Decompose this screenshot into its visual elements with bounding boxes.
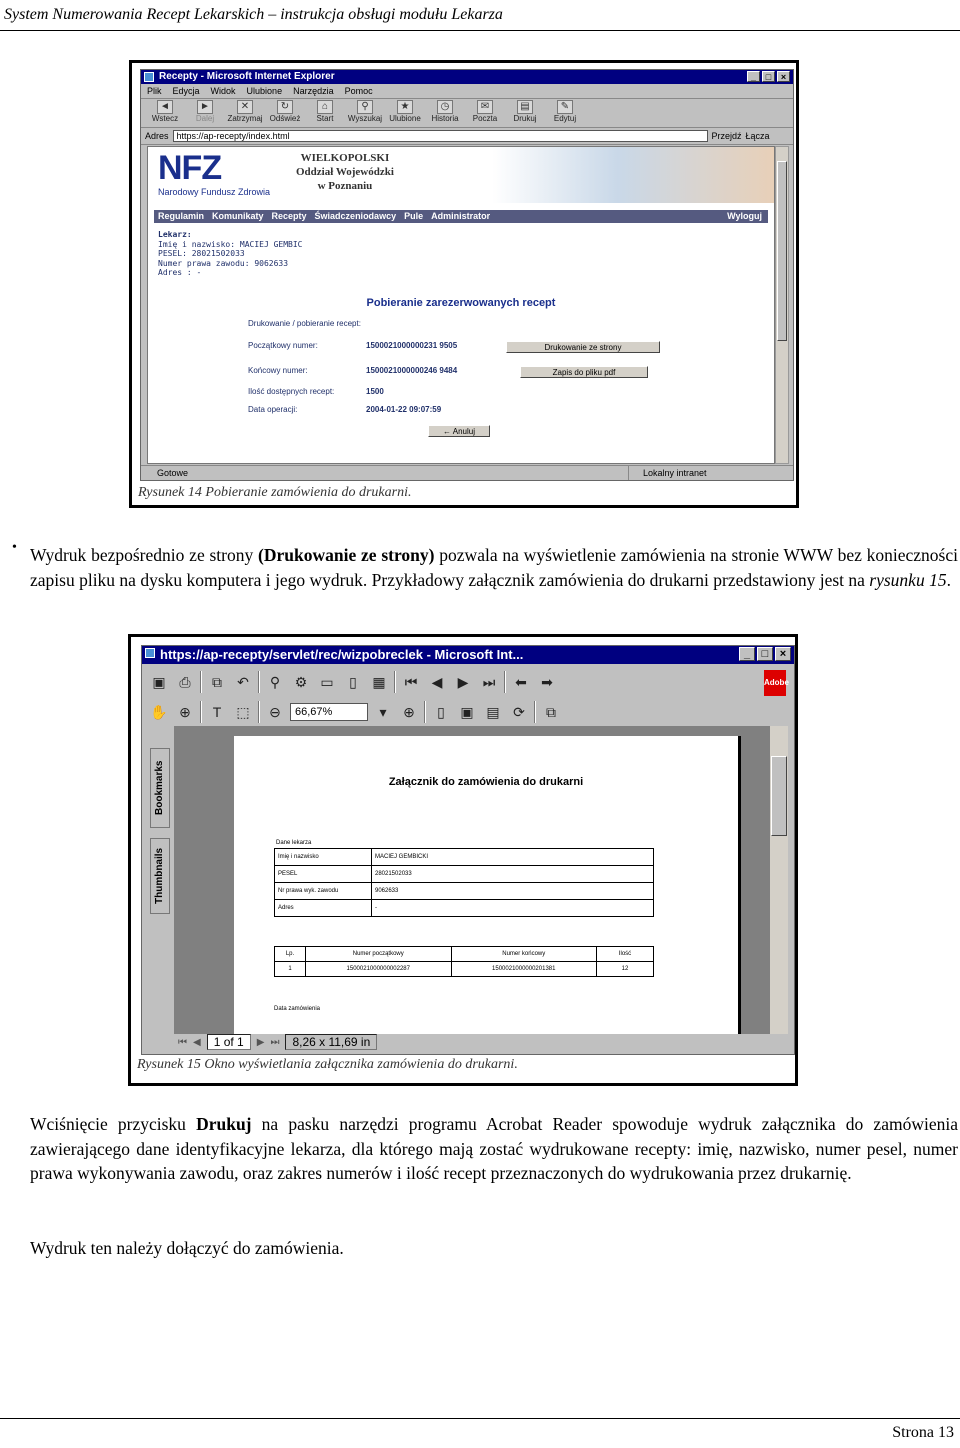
save-icon[interactable]: ▣ (148, 671, 170, 693)
next-page-icon[interactable]: ▶ (452, 671, 474, 693)
close-icon[interactable]: × (777, 71, 790, 82)
printer-icon[interactable]: ⎙ (174, 671, 196, 693)
date-value: 2004-01-22 09:07:59 (366, 405, 442, 414)
figure-14-caption: Rysunek 14 Pobieranie zamówienia do drukarni. (138, 485, 412, 500)
search-icon[interactable]: ⚙ (290, 671, 312, 693)
table-cell: Imię i nazwisko (275, 849, 372, 866)
favorites-button[interactable] (387, 99, 423, 127)
branch-line1: WIELKOPOLSKI (300, 152, 390, 164)
header-rule (0, 30, 960, 31)
number-range-table (274, 946, 654, 977)
p1-end: . (946, 569, 951, 590)
acrobat-statusbar (178, 1034, 377, 1050)
panel-icon[interactable]: ▦ (368, 671, 390, 693)
branch-line3: w Poznaniu (317, 180, 373, 192)
zoom-icon[interactable]: ⊕ (174, 701, 196, 723)
ie-window-controls (747, 71, 790, 82)
maximize-icon[interactable]: □ (757, 647, 773, 661)
table-cell: MACIEJ GEMBICKI (372, 849, 654, 866)
links-label[interactable]: Łącza (745, 131, 770, 141)
home-icon: ⌂ (317, 100, 333, 114)
table-cell: 1500021000000002287 (306, 962, 452, 977)
minimize-icon[interactable]: _ (739, 647, 755, 661)
menu-plik[interactable]: Plik (147, 86, 162, 96)
go-button[interactable]: Przejdź (711, 131, 742, 141)
acrobat-window (141, 645, 795, 1055)
paragraph-3: Wydruk ten należy dołączyć do zamówienia. (30, 1238, 344, 1258)
save-pdf-button[interactable]: Zapis do pliku pdf (520, 366, 648, 378)
menu-edycja[interactable]: Edycja (172, 86, 200, 96)
menu-widok[interactable]: Widok (210, 86, 236, 96)
acrobat-toolbar-1 (148, 668, 558, 696)
address-label: Adres (145, 131, 169, 141)
p1-before: Wydruk bezpośrednio ze strony (30, 545, 259, 565)
mail-label: Poczta (472, 114, 498, 123)
nav-komunikaty[interactable]: Komunikaty (212, 211, 264, 221)
logout-link[interactable]: Wyloguj (727, 211, 762, 221)
text-select-icon[interactable]: T (206, 701, 228, 723)
table-cell: 28021502033 (372, 866, 654, 883)
ie-app-icon (144, 72, 154, 82)
menu-ulubione[interactable]: Ulubione (246, 86, 283, 96)
adobe-logo: Adobe (764, 670, 786, 696)
refresh-label: Odśwież (269, 114, 301, 123)
table-row (275, 883, 654, 900)
doctor-heading: Lekarz: (158, 230, 192, 239)
back-label: Wstecz (151, 114, 179, 123)
nfz-logo-subtitle: Narodowy Fundusz Zdrowia (158, 187, 271, 197)
doctor-pesel: PESEL: 28021502033 (158, 249, 245, 258)
doctor-license: Numer prawa zawodu: 9062633 (158, 258, 289, 268)
nav-administrator[interactable]: Administrator (431, 211, 491, 221)
close-icon[interactable]: × (775, 647, 791, 661)
history-icon: ◷ (437, 100, 453, 114)
count-value: 1500 (366, 387, 384, 396)
last-page-icon[interactable]: ⏭ (478, 671, 500, 693)
paragraph-2 (30, 1112, 958, 1186)
ie-window (140, 69, 794, 481)
cancel-button[interactable]: ← Anuluj (428, 425, 490, 437)
undo-icon[interactable]: ↶ (232, 671, 254, 693)
graphics-select-icon[interactable]: ⬚ (232, 701, 254, 723)
end-number-label: Końcowy numer: (248, 366, 308, 375)
form-title: Pobieranie zarezerwowanych recept (366, 297, 556, 309)
refresh-icon: ↻ (277, 100, 293, 114)
table-row (275, 849, 654, 866)
fit-page-icon[interactable]: ▣ (456, 701, 478, 723)
forward-label: Dalej (195, 114, 215, 123)
search-label: Wyszukaj (347, 114, 383, 123)
print-from-page-button[interactable]: Drukowanie ze strony (506, 341, 660, 353)
mail-button[interactable] (467, 99, 503, 127)
toolbar-separator (200, 671, 202, 693)
search-button[interactable] (347, 99, 383, 127)
nav-regulamin[interactable]: Regulamin (158, 211, 205, 221)
print-label: Drukuj (513, 114, 537, 123)
p2-before: Wciśnięcie przycisku (30, 1114, 197, 1134)
chevron-down-icon[interactable]: ▾ (372, 701, 394, 723)
copy-icon[interactable]: ⧉ (206, 671, 228, 693)
page-number: Strona 13 (892, 1424, 954, 1441)
table-cell: - (372, 900, 654, 917)
home-button[interactable] (307, 99, 343, 127)
table-header-row (275, 947, 654, 962)
ie-viewport (147, 146, 775, 464)
search-icon: ⚲ (357, 100, 373, 114)
edit-icon: ✎ (557, 100, 573, 114)
doctor-info (158, 230, 303, 278)
paragraph-1 (30, 543, 958, 592)
stop-label: Zatrzymaj (227, 114, 263, 123)
last-page-icon[interactable]: ⏭ (270, 1036, 280, 1048)
table-cell: 12 (597, 962, 654, 977)
minimize-icon[interactable]: _ (747, 71, 760, 82)
favorites-label: Ulubione (389, 114, 421, 123)
scrollbar-thumb[interactable] (777, 161, 787, 341)
table-cell: 9062633 (372, 883, 654, 900)
history-label: Historia (431, 114, 459, 123)
zoom-input[interactable]: 66,67% (290, 703, 368, 721)
doctor-address: Adres : - (158, 268, 202, 277)
ie-address-bar (141, 128, 793, 145)
table-cell: 1 (275, 962, 306, 977)
doctor-data-table (274, 848, 654, 917)
figure-15 (128, 634, 798, 1086)
rotate-icon[interactable]: ⟳ (508, 701, 530, 723)
maximize-icon[interactable]: □ (762, 71, 775, 82)
p1-figure-ref: rysunku 15 (869, 569, 947, 590)
branch-name (296, 151, 394, 193)
table-header: Lp. (275, 947, 306, 962)
ie-titlebar (141, 70, 793, 84)
toolbar-separator (504, 671, 506, 693)
footer-rule (0, 1418, 960, 1419)
table-header: Numer początkowy (306, 947, 452, 962)
table-row (275, 900, 654, 917)
go-forward-icon[interactable]: ➡ (536, 671, 558, 693)
print-button[interactable] (507, 99, 543, 127)
tab-thumbnails[interactable]: Thumbnails (150, 838, 170, 914)
toolbar-separator (200, 701, 202, 723)
bullet: • (12, 540, 17, 555)
order-date-label: Data zamówienia (274, 1006, 321, 1012)
printer-icon: ▤ (517, 100, 533, 114)
nav-recepty[interactable]: Recepty (271, 211, 307, 221)
count-label: Ilość dostępnych recept: (248, 387, 335, 396)
zoom-in-icon[interactable]: ⊕ (398, 701, 420, 723)
pdf-page (234, 736, 741, 1034)
form-section-heading: Drukowanie / pobieranie recept: (248, 319, 361, 328)
back-button[interactable] (147, 99, 183, 127)
acrobat-app-icon (145, 648, 155, 658)
table-row (275, 962, 654, 977)
toolbar-separator (258, 671, 260, 693)
nfz-logo: NFZ (158, 149, 222, 187)
spread-icon[interactable]: ▯ (342, 671, 364, 693)
p2-after: na pasku narzędzi programu Acrobat Reader spowoduje wydruk załącznika do zamówienia zawierającego dane identyfikacyjne lekarza, dla którego mają zostać wydrukowane recepty: imię, nazwisko, numer pesel, numer prawa wykonywania zawodu, oraz zakres numerów i ilość recept przeznaczonych do wydrukowania przez drukarnię. (30, 1114, 958, 1183)
stop-button[interactable] (227, 99, 263, 127)
edit-button[interactable] (547, 99, 583, 127)
doctor-data-label: Dane lekarza (276, 840, 312, 846)
nfz-banner (148, 147, 774, 203)
status-text: Gotowe (157, 468, 189, 478)
refresh-button[interactable] (267, 99, 303, 127)
nav-pule[interactable]: Pule (404, 211, 424, 221)
navigation-tabs (148, 726, 170, 1026)
prev-page-icon[interactable]: ◀ (426, 671, 448, 693)
zoom-out-icon[interactable]: ⊖ (264, 701, 286, 723)
prev-page-icon[interactable]: ◀ (193, 1036, 201, 1048)
forward-button[interactable] (187, 99, 223, 127)
stop-icon: ✕ (237, 100, 253, 114)
acrobat-window-title: https://ap-recepty/servlet/rec/wizpobreclek - Microsoft Int... (160, 647, 524, 662)
page-size: 8,26 x 11,69 in (285, 1034, 377, 1050)
p1-bold: (Drukowanie ze strony) (258, 545, 435, 565)
first-page-icon[interactable]: ⏮ (178, 1036, 187, 1048)
history-button[interactable] (427, 99, 463, 127)
fit-width-icon[interactable]: ▤ (482, 701, 504, 723)
table-header: Numer końcowy (451, 947, 597, 962)
tab-bookmarks[interactable]: Bookmarks (150, 748, 170, 828)
menu-narzedzia[interactable]: Narzędzia (293, 86, 334, 96)
ie-window-title: Recepty - Microsoft Internet Explorer (159, 71, 335, 82)
home-label: Start (316, 114, 334, 123)
toolbar-separator (394, 671, 396, 693)
ie-menubar (141, 84, 793, 99)
edit-label: Edytuj (553, 114, 577, 123)
pdf-title: Załącznik do zamówienia do drukarni (388, 776, 584, 788)
address-input[interactable]: https://ap-recepty/index.html (173, 130, 708, 142)
menu-pomoc[interactable]: Pomoc (344, 86, 373, 96)
running-header: System Numerowania Recept Lekarskich – instrukcja obsługi modułu Lekarza (4, 6, 503, 23)
table-cell: Adres (275, 900, 372, 917)
page-indicator[interactable]: 1 of 1 (207, 1034, 251, 1050)
p1-after: pozwala na wyświetlenie zamówienia na stronie WWW bez konieczności zapisu pliku na dysku komputera i jego wydruk. Przykładowy załącznik zamówienia do drukarni przedstawiony jest na (30, 545, 958, 590)
table-header: Ilość (597, 947, 654, 962)
back-icon: ◄ (157, 100, 173, 114)
figure-15-caption: Rysunek 15 Okno wyświetlania załącznika zamówienia do drukarni. (137, 1057, 518, 1072)
first-page-icon[interactable]: ⏮ (400, 671, 422, 693)
toolbar-separator (534, 701, 536, 723)
start-number-value: 1500021000000231 9505 (366, 341, 458, 350)
next-page-icon[interactable]: ▶ (256, 1036, 265, 1048)
acrobat-toolbar-2 (148, 698, 562, 726)
mail-icon: ✉ (477, 100, 493, 114)
date-label: Data operacji: (248, 405, 298, 414)
table-cell: PESEL (275, 866, 372, 883)
p2-bold: Drukuj (196, 1114, 252, 1134)
ie-statusbar (141, 465, 793, 480)
go-back-icon[interactable]: ⬅ (510, 671, 532, 693)
document-area (174, 726, 772, 1034)
table-cell: Nr prawa wyk. zawodu (275, 883, 372, 900)
acrobat-vertical-scrollbar[interactable] (770, 726, 788, 1034)
favorites-icon: ★ (397, 100, 413, 114)
page-icon[interactable]: ▭ (316, 671, 338, 693)
toolbar-separator (258, 701, 260, 723)
acrobat-window-controls (739, 647, 791, 661)
table-row (275, 866, 654, 883)
view-options-icon[interactable]: ⧉ (540, 701, 562, 723)
actual-size-icon[interactable]: ▯ (430, 701, 452, 723)
nav-swiadczeniodawcy[interactable]: Świadczeniodawcy (314, 211, 397, 221)
acrobat-titlebar (142, 646, 794, 664)
ie-toolbar (141, 99, 793, 128)
zone-text: Lokalny intranet (628, 466, 793, 480)
site-navbar (154, 210, 768, 223)
start-number-label: Początkowy numer: (248, 341, 318, 350)
branch-line2: Oddział Wojewódzki (296, 166, 394, 178)
forward-icon: ► (197, 100, 213, 114)
table-cell: 1500021000000201381 (451, 962, 597, 977)
scrollbar-thumb[interactable] (771, 756, 787, 836)
doctor-name: Imię i nazwisko: MACIEJ GEMBIC (158, 239, 303, 249)
figure-14 (129, 60, 799, 508)
end-number-value: 1500021000000246 9484 (366, 366, 458, 375)
toolbar-separator (424, 701, 426, 723)
ie-vertical-scrollbar[interactable] (775, 146, 789, 464)
hand-icon[interactable]: ✋ (148, 701, 170, 723)
find-icon[interactable]: ⚲ (264, 671, 286, 693)
